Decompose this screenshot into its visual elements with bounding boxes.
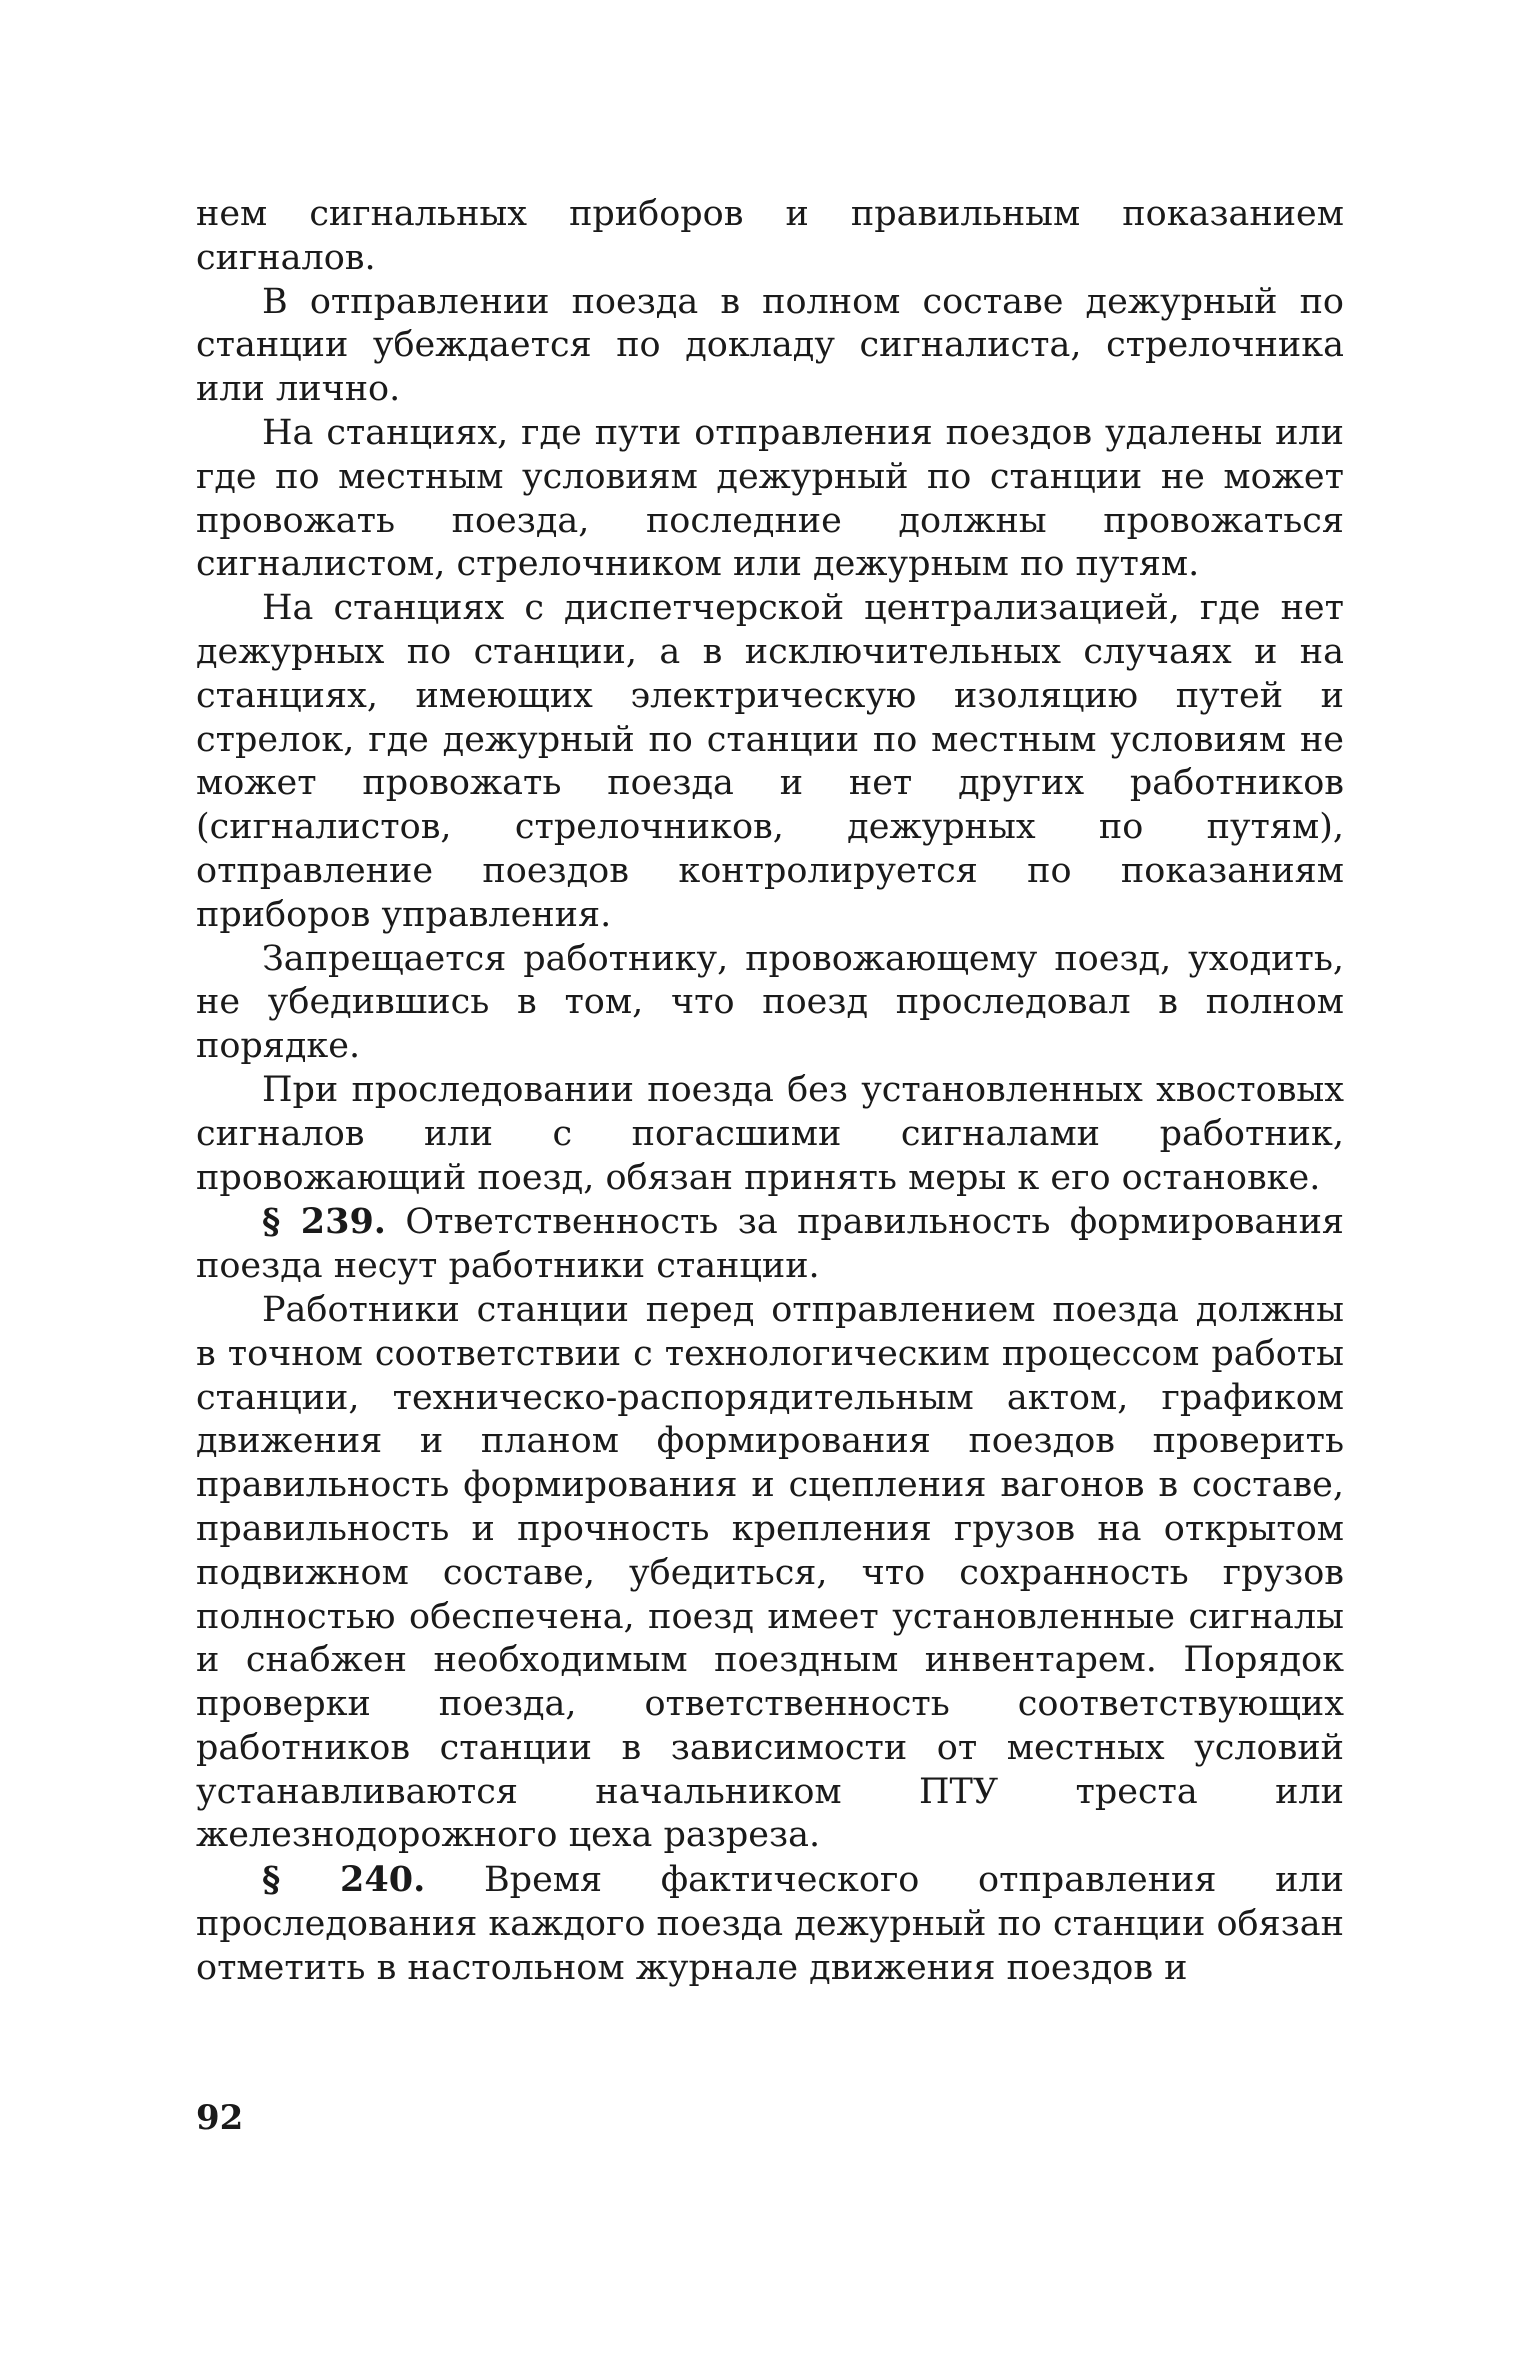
paragraph: Работники станции перед отправлением поезда должны в точном соответствии с технологическим процессом работы станции, техническо-распорядительным актом, графиком движения и планом формирования поездов проверить правильность формирования и сцепления вагонов в составе, правильность и прочность крепления грузов на открытом подвижном составе, убедиться, что сохранность грузов полностью обеспечена, поезд имеет установленные сигналы и снабжен необходимым поездным инвентарем. Порядок проверки поезда, ответственность соответствующих работников станции в зависимости от местных условий устанавливаются начальником ПТУ треста или железнодорожного цеха разреза.	[196, 1289, 1344, 1856]
section-number-240: § 240.	[262, 1859, 426, 1901]
section-number-239: § 239.	[262, 1201, 386, 1243]
section-239-paragraph	[196, 1200, 1344, 1289]
paragraph: Запрещается работнику, провожающему поезд, уходить, не убедившись в том, что поезд проследовал в полном порядке.	[196, 938, 1344, 1067]
paragraph: При проследовании поезда без установленных хвостовых сигналов или с погасшими сигналами работник, провожающий поезд, обязан принять меры к его остановке.	[196, 1069, 1344, 1198]
paragraph-continuation: нем сигнальных приборов и правильным показанием сигналов.	[196, 194, 1344, 278]
section-240-paragraph	[196, 1858, 1344, 1990]
page-body	[196, 193, 1344, 1991]
paragraph: В отправлении поезда в полном составе дежурный по станции убеждается по докладу сигналиста, стрелочника или лично.	[196, 281, 1344, 410]
section-240-text: Время фактического отправления или проследования каждого поезда дежурный по станции обязан отметить в настольном журнале движения поездов и	[196, 1860, 1344, 1988]
paragraph: На станциях, где пути отправления поездов удалены или где по местным условиям дежурный по станции не может провожать поезда, последние должны провожаться сигналистом, стрелочником или дежурным по путям.	[196, 412, 1344, 585]
page-number: 92	[196, 2098, 244, 2138]
section-239-text: Ответственность за правильность формирования поезда несут работники станции.	[196, 1202, 1344, 1287]
paragraph: На станциях с диспетчерской централизацией, где нет дежурных по станции, а в исключительных случаях и на станциях, имеющих электрическую изоляцию путей и стрелок, где дежурный по станции по местным условиям не может провожать поезда и нет других работников (сигналистов, стрелочников, дежурных по путям), отправление поездов контролируется по показаниям приборов управления.	[196, 588, 1344, 935]
